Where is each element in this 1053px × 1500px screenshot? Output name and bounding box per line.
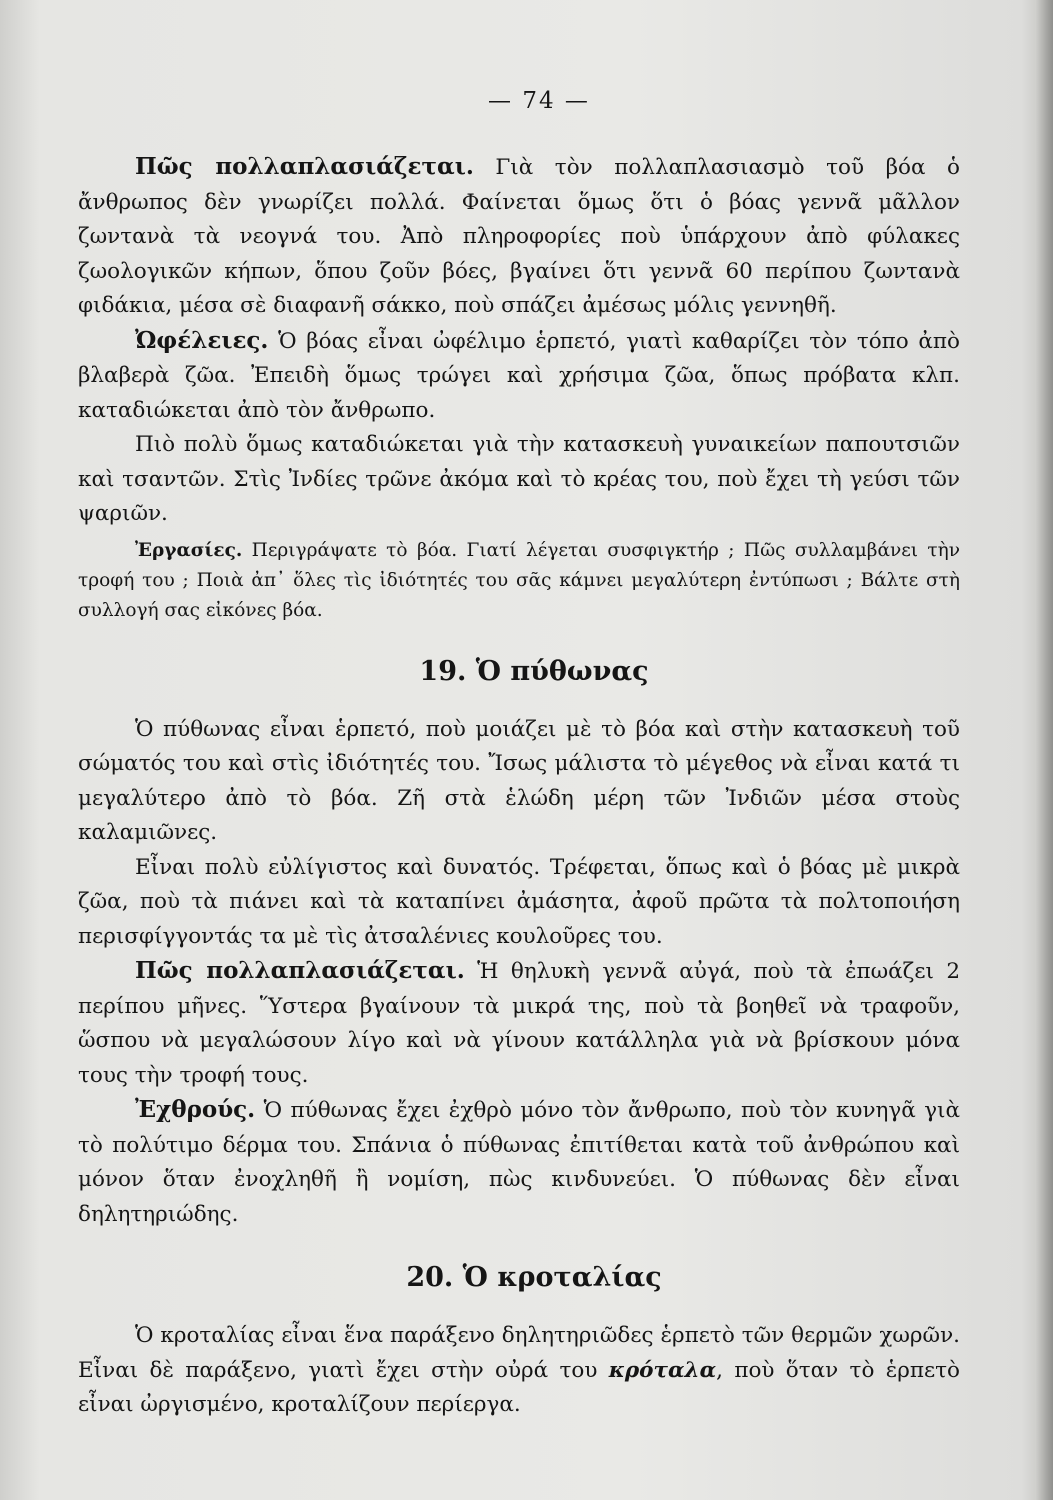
rattlesnake-text-after: , ποὺ ὅταν τὸ ἑρπετὸ εἶναι ὠργισμένο, κροταλίζουν περίεργα.	[78, 1357, 961, 1417]
rattlesnake-heading: 20. Ὁ κροταλίας	[406, 1262, 662, 1293]
python-enemies-paragraph	[78, 1093, 960, 1232]
python-multiplication-paragraph	[78, 954, 960, 1093]
python-enemies-lead: Ἐχθρούς.	[135, 1096, 256, 1123]
python-multiplication-lead: Πῶς πολλαπλασιάζεται.	[135, 957, 465, 984]
boa-exercises-text: Περιγράψατε τὸ βόα. Γιατί λέγεται συσφιγκτήρ ; Πῶς συλλαμβάνει τὴν τροφή του ; Ποιὰ ἀπ᾽ ὅλες τὶς ἰδιότητές του σᾶς κάμνει μεγαλύτερη ἐντύπωσι ; Βάλτε στὴ συλλογή σας εἰκόνες βόα.	[78, 539, 960, 621]
python-intro-paragraph: Ὁ πύθωνας εἶναι ἑρπετό, ποὺ μοιάζει μὲ τὸ βόα καὶ στὴν κατασκευὴ τοῦ σώματός του καὶ στὶς ἰδιότητές του. Ἴσως μάλιστα τὸ μέγεθος νὰ εἶναι κατά τι μεγαλύτερο ἀπὸ τὸ βόα. Ζῆ στὰ ἑλώδη μέρη τῶν Ἰνδιῶν μέσα στοὺς καλαμιῶνες.	[78, 716, 960, 845]
boa-multiplication-lead: Πῶς πολλαπλασιάζεται.	[135, 153, 474, 180]
page-edge	[1035, 0, 1053, 1500]
boa-benefits-lead: Ὠφέλειες.	[135, 326, 269, 354]
page-number: — 74 —	[488, 88, 590, 114]
python-enemies-text: Ὁ πύθωνας ἔχει ἐχθρὸ μόνο τὸν ἄνθρωπο, ποὺ τὸν κυνηγᾶ γιὰ τὸ πολύτιμο δέρμα του. Σπάνια ὁ πύθωνας ἐπιτίθεται κατὰ τοῦ ἀνθρώπου καὶ μόνον ὅταν ἐνοχληθῆ ἢ νομίση, πὼς κινδυνεύει. Ὁ πύθωνας δὲν εἶναι δηλητηριώδης.	[78, 1098, 960, 1227]
python-agility-paragraph: Εἶναι πολὺ εὐλίγιστος καὶ δυνατός. Τρέφεται, ὅπως καὶ ὁ βόας μὲ μικρὰ ζῶα, ποὺ τὰ πιάνει καὶ τὰ καταπίνει ἀμάσητα, ἀφοῦ πρῶτα τὰ πολτοποιήση περισφίγγοντάς τα μὲ τὶς ἀτσαλένιες κουλοῦρες του.	[78, 854, 960, 949]
boa-exercises-block	[78, 536, 960, 626]
python-multiplication-text: Ἡ θηλυκὴ γεννᾶ αὐγά, ποὺ τὰ ἐπωάζει 2 περίπου μῆνες. Ὕστερα βγαίνουν τὰ μικρά της, ποὺ τὰ βοηθεῖ νὰ τραφοῦν, ὥσπου νὰ μεγαλώσουν λίγο καὶ νὰ γίνουν κατάλληλα γιὰ νὰ βρίσκουν μόνα τους τὴν τροφή τους.	[78, 959, 961, 1088]
boa-benefits-text: Ὁ βόας εἶναι ὠφέλιμο ἑρπετό, γιατὶ καθαρίζει τὸν τόπο ἀπὸ βλαβερὰ ζῶα. Ἐπειδὴ ὅμως τρώγει καὶ χρήσιμα ζῶα, ὅπως πρόβατα κλπ. καταδιώκεται ἀπὸ τὸν ἄνθρωπο.	[78, 328, 960, 423]
rattlesnake-text-before: Ὁ κροταλίας εἶναι ἕνα παράξενο δηλητηριῶδες ἑρπετὸ τῶν θερμῶν χωρῶν. Εἶναι δὲ παράξενο, γιατὶ ἔχει στὴν οὐρά του	[78, 1323, 960, 1383]
boa-multiplication-text: Γιὰ τὸν πολλαπλασιασμὸ τοῦ βόα ὁ ἄνθρωπος δὲν γνωρίζει πολλά. Φαίνεται ὅμως ὅτι ὁ βόας γεννᾶ μᾶλλον ζωντανὰ τὰ νεογνά του. Ἀπὸ πληροφορίες ποὺ ὑπάρχουν ἀπὸ φύλακες ζωολογικῶν κήπων, ὅπου ζοῦν βόες, βγαίνει ὅτι γεννᾶ 60 περίπου ζωντανὰ φιδάκια, μέσα σὲ διαφανῆ σάκκο, ποὺ σπάζει ἀμέσως μόλις γεννηθῆ.	[78, 155, 960, 318]
boa-hunted-paragraph: Πιὸ πολὺ ὅμως καταδιώκεται γιὰ τὴν κατασκευὴ γυναικείων παπουτσιῶν καὶ τσαντῶν. Στὶς Ἰνδίες τρῶνε ἀκόμα καὶ τὸ κρέας του, ποὺ ἔχει τὴ γεύσι τῶν ψαριῶν.	[78, 432, 960, 526]
boa-exercises-lead: Ἐργασίες.	[135, 539, 243, 561]
boa-benefits-paragraph	[78, 324, 960, 429]
boa-multiplication-paragraph	[78, 150, 960, 324]
python-heading: 19. Ὁ πύθωνας	[419, 655, 649, 687]
boa-exercises-paragraph	[78, 536, 960, 626]
page-content	[78, 88, 960, 1423]
rattlesnake-emphasis: κρόταλα	[608, 1357, 717, 1383]
rattlesnake-paragraph	[78, 1319, 960, 1423]
